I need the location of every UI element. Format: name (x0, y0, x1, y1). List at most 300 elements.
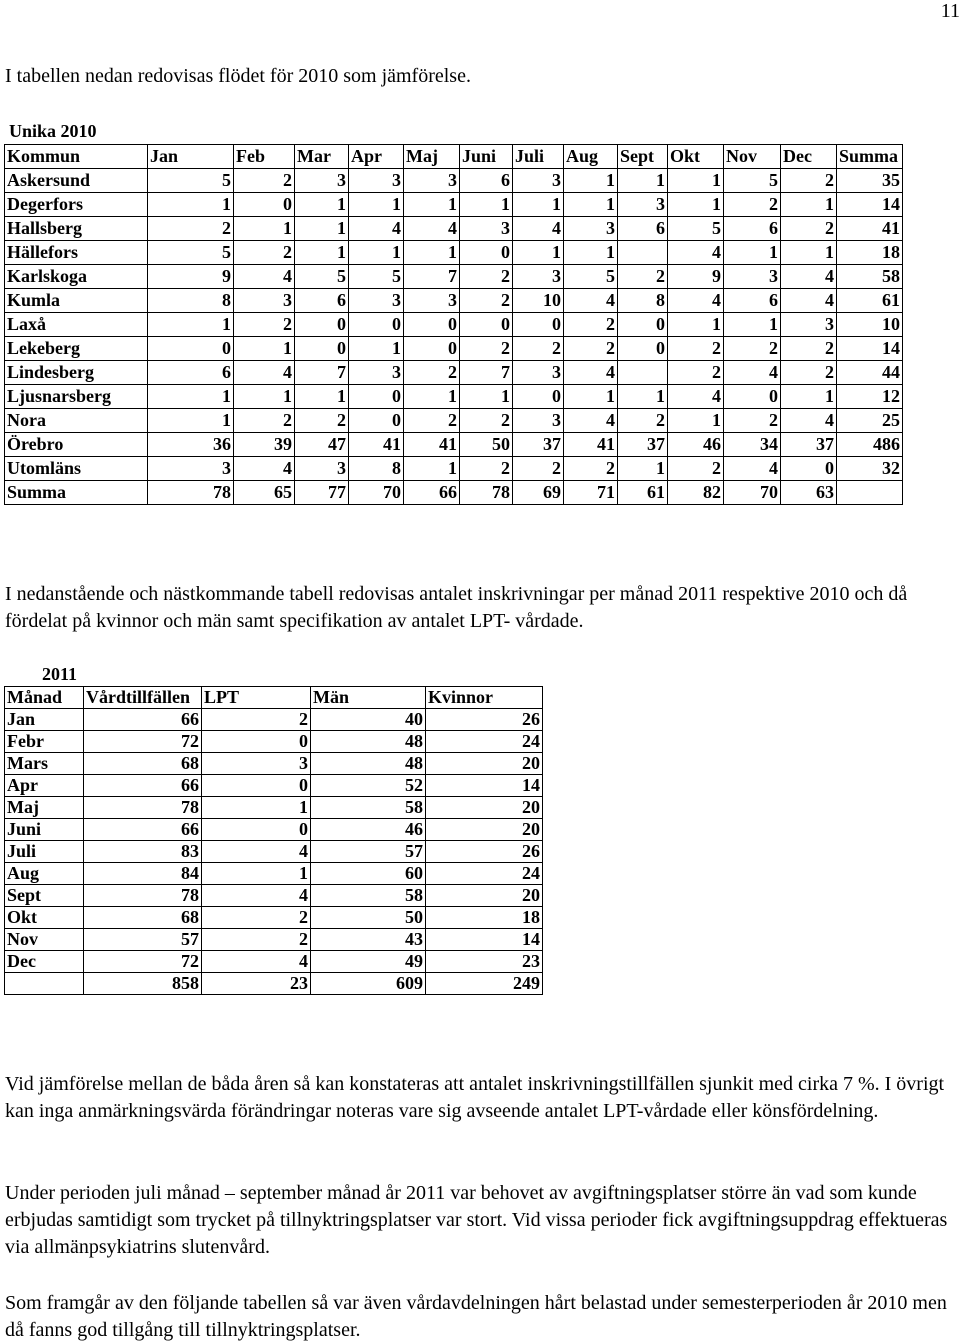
column-header: LPT (202, 687, 311, 709)
table-row (5, 797, 543, 819)
table-cell: 47 (295, 433, 349, 457)
table-cell: 5 (564, 265, 618, 289)
table-cell: 6 (460, 169, 513, 193)
column-header: Apr (349, 145, 404, 169)
table-cell: 0 (404, 313, 460, 337)
table-cell: 0 (202, 819, 311, 841)
table-cell: 4 (349, 217, 404, 241)
table-cell: 1 (781, 385, 837, 409)
table-cell: 3 (202, 753, 311, 775)
table-cell: 2 (202, 709, 311, 731)
table-cell: 1 (295, 193, 349, 217)
table-cell: 50 (311, 907, 426, 929)
column-header: Maj (404, 145, 460, 169)
table-cell: 4 (564, 409, 618, 433)
table-cell: 0 (513, 313, 564, 337)
table-cell: 1 (618, 457, 668, 481)
table-cell: 37 (618, 433, 668, 457)
table-cell: 2 (234, 313, 295, 337)
table-cell: 70 (724, 481, 781, 505)
table-cell: 2 (513, 337, 564, 361)
table-cell: 57 (311, 841, 426, 863)
table-cell: 37 (513, 433, 564, 457)
table-cell: 3 (724, 265, 781, 289)
table-cell: Örebro (5, 433, 148, 457)
table-cell: 84 (84, 863, 202, 885)
table-cell: 63 (781, 481, 837, 505)
table-cell (837, 481, 903, 505)
column-header: Summa (837, 145, 903, 169)
table-2011 (4, 686, 543, 995)
table-cell: 34 (724, 433, 781, 457)
table-cell: 1 (564, 169, 618, 193)
table-cell: 61 (837, 289, 903, 313)
table-cell: 2 (234, 409, 295, 433)
table-row (5, 775, 543, 797)
table-cell: 3 (349, 289, 404, 313)
table-cell: 4 (202, 951, 311, 973)
table-cell: 4 (724, 457, 781, 481)
table-cell: 2 (668, 361, 724, 385)
table-cell: Aug (5, 863, 84, 885)
table-cell: Laxå (5, 313, 148, 337)
column-header: Feb (234, 145, 295, 169)
table-cell: Summa (5, 481, 148, 505)
table-cell: 1 (234, 217, 295, 241)
table-cell: 0 (295, 313, 349, 337)
table-row (5, 841, 543, 863)
table-row (5, 929, 543, 951)
table-cell: 3 (349, 169, 404, 193)
table-cell: 0 (349, 313, 404, 337)
table-cell: Mars (5, 753, 84, 775)
table-cell: 2 (781, 361, 837, 385)
table-cell: Juli (5, 841, 84, 863)
table-cell: 61 (618, 481, 668, 505)
table-cell: 3 (295, 169, 349, 193)
column-header: Jan (148, 145, 234, 169)
table-cell: 1 (460, 385, 513, 409)
table-cell: 12 (837, 385, 903, 409)
table-cell: 41 (404, 433, 460, 457)
table-cell: 3 (564, 217, 618, 241)
table-cell: 1 (295, 217, 349, 241)
table-cell: 0 (460, 313, 513, 337)
table-cell: 1 (513, 193, 564, 217)
table-cell: 65 (234, 481, 295, 505)
table-cell: 0 (618, 313, 668, 337)
table-cell: 249 (426, 973, 543, 995)
table-cell: 2 (724, 409, 781, 433)
table-cell: 58 (311, 797, 426, 819)
table-cell: 37 (781, 433, 837, 457)
table-cell: 1 (148, 385, 234, 409)
table-cell: 1 (349, 241, 404, 265)
table-cell: 0 (349, 409, 404, 433)
table-cell: 7 (295, 361, 349, 385)
table-cell: 0 (404, 337, 460, 361)
table-cell: Lindesberg (5, 361, 148, 385)
table-cell: 43 (311, 929, 426, 951)
table-cell: 4 (234, 265, 295, 289)
table-cell (618, 241, 668, 265)
table-cell: 1 (564, 193, 618, 217)
table-2011-caption: 2011 (42, 664, 78, 684)
table-cell: 5 (295, 265, 349, 289)
table-header-row (5, 145, 903, 169)
table-cell: 2 (618, 409, 668, 433)
table-cell: 83 (84, 841, 202, 863)
table-cell: 4 (781, 265, 837, 289)
table-cell: 20 (426, 797, 543, 819)
table-cell: 2 (668, 337, 724, 361)
table-cell: Ljusnarsberg (5, 385, 148, 409)
table-row (5, 193, 903, 217)
table-cell: 8 (349, 457, 404, 481)
table-cell: 3 (513, 169, 564, 193)
table-cell: Askersund (5, 169, 148, 193)
table-row (5, 753, 543, 775)
table-cell: 4 (202, 841, 311, 863)
table-cell: Karlskoga (5, 265, 148, 289)
table-cell: 2 (460, 457, 513, 481)
column-header: Nov (724, 145, 781, 169)
table-cell: 48 (311, 731, 426, 753)
table-cell: 41 (349, 433, 404, 457)
table-cell: 68 (84, 907, 202, 929)
table-cell: 66 (84, 775, 202, 797)
table-cell: 6 (724, 217, 781, 241)
table-row (5, 457, 903, 481)
table-cell: 5 (724, 169, 781, 193)
table-cell: 4 (668, 289, 724, 313)
table-cell: 0 (148, 337, 234, 361)
table-cell: 41 (837, 217, 903, 241)
table-cell: 2 (618, 265, 668, 289)
table-cell: 3 (513, 265, 564, 289)
table-cell: 35 (837, 169, 903, 193)
table-cell: 78 (460, 481, 513, 505)
table-cell: 4 (724, 361, 781, 385)
table-cell: 1 (668, 193, 724, 217)
column-header: Mar (295, 145, 349, 169)
table-cell: 1 (668, 313, 724, 337)
column-header: Kvinnor (426, 687, 543, 709)
table-cell: 49 (311, 951, 426, 973)
table-cell: 2 (781, 217, 837, 241)
table-cell: 2 (668, 457, 724, 481)
table-cell: 2 (564, 313, 618, 337)
table-cell: 4 (234, 361, 295, 385)
table-row (5, 951, 543, 973)
column-header: Juni (460, 145, 513, 169)
table-cell: 1 (202, 797, 311, 819)
table-cell: 26 (426, 841, 543, 863)
table-cell: 20 (426, 753, 543, 775)
table-cell: 5 (349, 265, 404, 289)
table-cell: 72 (84, 951, 202, 973)
table-row (5, 709, 543, 731)
table-cell: Hallsberg (5, 217, 148, 241)
totals-row (5, 973, 543, 995)
table-cell: Juni (5, 819, 84, 841)
table-cell: 1 (404, 457, 460, 481)
table-row (5, 169, 903, 193)
table-cell: Febr (5, 731, 84, 753)
table-cell: 0 (202, 775, 311, 797)
table-cell: 3 (295, 457, 349, 481)
table-row (5, 863, 543, 885)
table-cell: 1 (724, 313, 781, 337)
table-cell: 6 (618, 217, 668, 241)
column-header: Månad (5, 687, 84, 709)
column-header: Vårdtillfällen (84, 687, 202, 709)
column-header: Sept (618, 145, 668, 169)
table-cell: 1 (148, 193, 234, 217)
table-cell: 2 (295, 409, 349, 433)
table-cell: 6 (148, 361, 234, 385)
table-cell: 0 (234, 193, 295, 217)
table-row (5, 907, 543, 929)
table-row (5, 885, 543, 907)
table-cell: 48 (311, 753, 426, 775)
table-cell: 46 (668, 433, 724, 457)
table-row (5, 481, 903, 505)
table-cell: 68 (84, 753, 202, 775)
table-row (5, 385, 903, 409)
table-cell: 18 (426, 907, 543, 929)
table-cell: 4 (564, 361, 618, 385)
table-cell: 4 (564, 289, 618, 313)
table-cell: 2 (404, 409, 460, 433)
table-cell: 66 (404, 481, 460, 505)
table-cell: 66 (84, 709, 202, 731)
table-row (5, 361, 903, 385)
table-cell: 2 (202, 907, 311, 929)
table-cell: 9 (148, 265, 234, 289)
table-cell: 858 (84, 973, 202, 995)
table-cell: 2 (724, 337, 781, 361)
table-cell: 78 (84, 885, 202, 907)
table-cell: 0 (295, 337, 349, 361)
table-cell: Kumla (5, 289, 148, 313)
table-cell: 60 (311, 863, 426, 885)
table-cell: 2 (460, 337, 513, 361)
table-cell: 57 (84, 929, 202, 951)
table-cell: 1 (295, 385, 349, 409)
table-cell: 1 (781, 241, 837, 265)
table-cell: 50 (460, 433, 513, 457)
table-cell: Nora (5, 409, 148, 433)
table-row (5, 731, 543, 753)
table-cell: 4 (668, 385, 724, 409)
table-cell: 2 (564, 457, 618, 481)
table-cell (5, 973, 84, 995)
table-cell: 69 (513, 481, 564, 505)
table-cell: 1 (349, 337, 404, 361)
column-header: Dec (781, 145, 837, 169)
table-cell: 3 (404, 289, 460, 313)
table-cell: 2 (460, 265, 513, 289)
paragraph-3: Vid jämförelse mellan de båda åren så kan konstateras att antalet inskrivningstillfällen sjunkit med cirka 7 %. I övrigt kan inga anmärkningsvärda förändringar noteras vare sig avseende antalet LPT-vårdade eller könsfördelning. (5, 1073, 945, 1122)
table-row (5, 217, 903, 241)
table-cell: 2 (234, 169, 295, 193)
column-header: Män (311, 687, 426, 709)
table-cell: 0 (724, 385, 781, 409)
table-cell: 2 (513, 457, 564, 481)
table-cell: 14 (837, 193, 903, 217)
table-cell: 26 (426, 709, 543, 731)
table-cell: 1 (618, 385, 668, 409)
column-header: Aug (564, 145, 618, 169)
table-cell: 1 (148, 409, 234, 433)
table-2010-caption: Unika 2010 (9, 121, 97, 141)
table-cell: 0 (349, 385, 404, 409)
table-cell: 20 (426, 885, 543, 907)
table-cell: 1 (618, 169, 668, 193)
table-cell: 1 (513, 241, 564, 265)
table-cell: 609 (311, 973, 426, 995)
table-cell: 23 (202, 973, 311, 995)
table-cell: 4 (234, 457, 295, 481)
intro-paragraph: I tabellen nedan redovisas flödet för 2010 som jämförelse. (5, 65, 471, 87)
table-row (5, 337, 903, 361)
table-cell: 25 (837, 409, 903, 433)
table-cell: 0 (202, 731, 311, 753)
table-cell: 20 (426, 819, 543, 841)
table-cell: 1 (564, 241, 618, 265)
table-cell: 10 (513, 289, 564, 313)
table-cell: 70 (349, 481, 404, 505)
table-cell: 1 (404, 385, 460, 409)
table-cell: 7 (460, 361, 513, 385)
table-cell: 2 (234, 241, 295, 265)
table-cell: 6 (724, 289, 781, 313)
table-cell: 78 (84, 797, 202, 819)
table-cell (618, 361, 668, 385)
table-cell: 4 (781, 289, 837, 313)
table-cell: 0 (618, 337, 668, 361)
table-cell: 1 (234, 385, 295, 409)
table-row (5, 265, 903, 289)
table-cell: 1 (668, 169, 724, 193)
table-cell: 46 (311, 819, 426, 841)
table-cell: 3 (781, 313, 837, 337)
table-cell: 1 (460, 193, 513, 217)
table-cell: 8 (148, 289, 234, 313)
table-cell: 2 (564, 337, 618, 361)
column-header: Okt (668, 145, 724, 169)
table-cell: 3 (513, 361, 564, 385)
table-row (5, 241, 903, 265)
table-row (5, 313, 903, 337)
table-cell: Jan (5, 709, 84, 731)
table-cell: 1 (564, 385, 618, 409)
table-cell: 4 (513, 217, 564, 241)
table-cell: 36 (148, 433, 234, 457)
table-cell: Degerfors (5, 193, 148, 217)
table-cell: 1 (234, 337, 295, 361)
table-cell: Apr (5, 775, 84, 797)
table-cell: 72 (84, 731, 202, 753)
table-cell: 2 (781, 169, 837, 193)
table-cell: Maj (5, 797, 84, 819)
table-cell: 1 (295, 241, 349, 265)
table-cell: 4 (404, 217, 460, 241)
table-cell: 18 (837, 241, 903, 265)
table-cell: 66 (84, 819, 202, 841)
table-cell: 3 (234, 289, 295, 313)
table-cell: 39 (234, 433, 295, 457)
table-cell: Nov (5, 929, 84, 951)
table-header-row (5, 687, 543, 709)
table-cell: 2 (148, 217, 234, 241)
table-cell: 3 (349, 361, 404, 385)
table-cell: 1 (202, 863, 311, 885)
table-cell: 486 (837, 433, 903, 457)
table-cell: 1 (349, 193, 404, 217)
table-cell: 32 (837, 457, 903, 481)
table-cell: 1 (404, 193, 460, 217)
paragraph-5: Som framgår av den följande tabellen så var även vårdavdelningen hårt belastad under semesterperioden år 2010 men då fanns god tillgång till tillnyktringsplatser. (5, 1292, 947, 1341)
table-cell: 6 (295, 289, 349, 313)
table-cell: 0 (781, 457, 837, 481)
table-cell: 2 (404, 361, 460, 385)
table-cell: 4 (781, 409, 837, 433)
paragraph-4: Under perioden juli månad – september månad år 2011 var behovet av avgiftningsplatser större än vad som kunde erbjudas samtidigt som trycket på tillnyktringsplatser var stort. Vid vissa perioder fick avgiftningsuppdrag effektueras via allmänpsykiatrins slutenvård. (5, 1182, 948, 1258)
table-cell: 2 (460, 289, 513, 313)
table-cell: 1 (148, 313, 234, 337)
table-cell: Hällefors (5, 241, 148, 265)
table-row (5, 433, 903, 457)
table-cell: 9 (668, 265, 724, 289)
table-cell: 71 (564, 481, 618, 505)
table-cell: 1 (781, 193, 837, 217)
table-cell: 4 (668, 241, 724, 265)
paragraph-2: I nedanstående och nästkommande tabell redovisas antalet inskrivningar per månad 2011 respektive 2010 och då fördelat på kvinnor och män samt specifikation av antalet LPT- vårdade. (5, 583, 908, 632)
table-cell: Sept (5, 885, 84, 907)
table-cell: 2 (202, 929, 311, 951)
table-row (5, 289, 903, 313)
table-cell: 5 (148, 241, 234, 265)
table-cell: 2 (460, 409, 513, 433)
table-cell: 0 (460, 241, 513, 265)
table-cell: 1 (724, 241, 781, 265)
table-row (5, 409, 903, 433)
table-cell: 23 (426, 951, 543, 973)
table-cell: 14 (426, 775, 543, 797)
page-number: 11 (940, 0, 960, 22)
table-cell: 77 (295, 481, 349, 505)
table-cell: 5 (148, 169, 234, 193)
table-cell: 2 (724, 193, 781, 217)
table-cell: 3 (404, 169, 460, 193)
table-cell: 82 (668, 481, 724, 505)
table-cell: 58 (311, 885, 426, 907)
table-cell: 41 (564, 433, 618, 457)
table-cell: 14 (837, 337, 903, 361)
table-cell: 52 (311, 775, 426, 797)
table-cell: 78 (148, 481, 234, 505)
table-2010 (4, 144, 903, 505)
table-cell: 3 (148, 457, 234, 481)
table-cell: 3 (460, 217, 513, 241)
table-cell: 3 (618, 193, 668, 217)
table-cell: 10 (837, 313, 903, 337)
table-cell: 24 (426, 731, 543, 753)
table-cell: 3 (513, 409, 564, 433)
table-cell: Lekeberg (5, 337, 148, 361)
